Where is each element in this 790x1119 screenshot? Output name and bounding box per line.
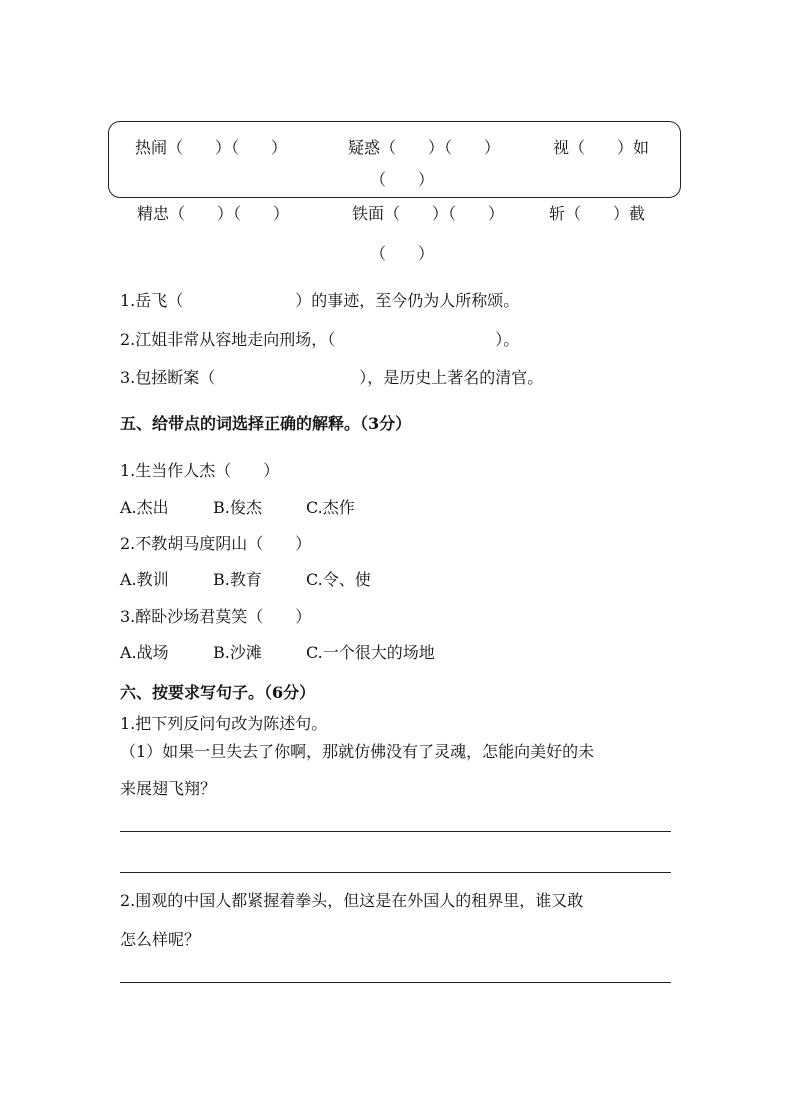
section-title: 五、给带点的词选择正确的解释。（3分）: [120, 414, 412, 433]
option: A.战场: [120, 643, 169, 662]
option: B.教育: [213, 570, 262, 589]
word-item: 热闹（ ）（ ）: [135, 138, 288, 157]
option: C.杰作: [306, 498, 355, 517]
word-item: 疑惑（ ）（ ）: [348, 138, 501, 157]
answer-line[interactable]: [120, 872, 671, 873]
fill-in-item: 2.江姐非常从容地走向刑场，（ ）。: [120, 330, 520, 349]
answer-line[interactable]: [120, 831, 671, 832]
option: C.令、使: [306, 570, 371, 589]
option: C.一个很大的场地: [306, 643, 435, 662]
question-text: 怎么样呢？: [120, 930, 201, 949]
option: B.俊杰: [213, 498, 262, 517]
fill-in-item: 1.岳飞（ ）的事迹，至今仍为人所称颂。: [120, 291, 520, 310]
question: 2.不教胡马度阴山（ ）: [120, 534, 312, 553]
word-item-continued: （ ）: [370, 244, 435, 263]
question-text: 来展翅飞翔？: [120, 779, 217, 798]
option: A.教训: [120, 570, 169, 589]
question: 1.生当作人杰（ ）: [120, 461, 280, 480]
answer-line[interactable]: [120, 982, 671, 983]
question-text: （1）如果一旦失去了你啊，那就仿佛没有了灵魂，怎能向美好的未: [120, 742, 595, 761]
option: B.沙滩: [213, 643, 262, 662]
question: 3.醉卧沙场君莫笑（ ）: [120, 607, 312, 626]
question: 1.把下列反问句改为陈述句。: [120, 714, 328, 733]
option: A.杰出: [120, 498, 169, 517]
fill-in-item: 3.包拯断案（ ），是历史上著名的清官。: [120, 368, 544, 387]
word-item: 视（ ）如: [553, 138, 650, 157]
word-item: 铁面（ ）（ ）: [352, 204, 505, 223]
word-item: 精忠（ ）（ ）: [137, 204, 290, 223]
word-item: 斩（ ）截: [549, 204, 646, 223]
question-text: 2.围观的中国人都紧握着拳头，但这是在外国人的租界里，谁又敢: [120, 891, 584, 910]
section-title: 六、按要求写句子。（6分）: [120, 683, 316, 702]
word-item-continued: （ ）: [370, 170, 435, 189]
